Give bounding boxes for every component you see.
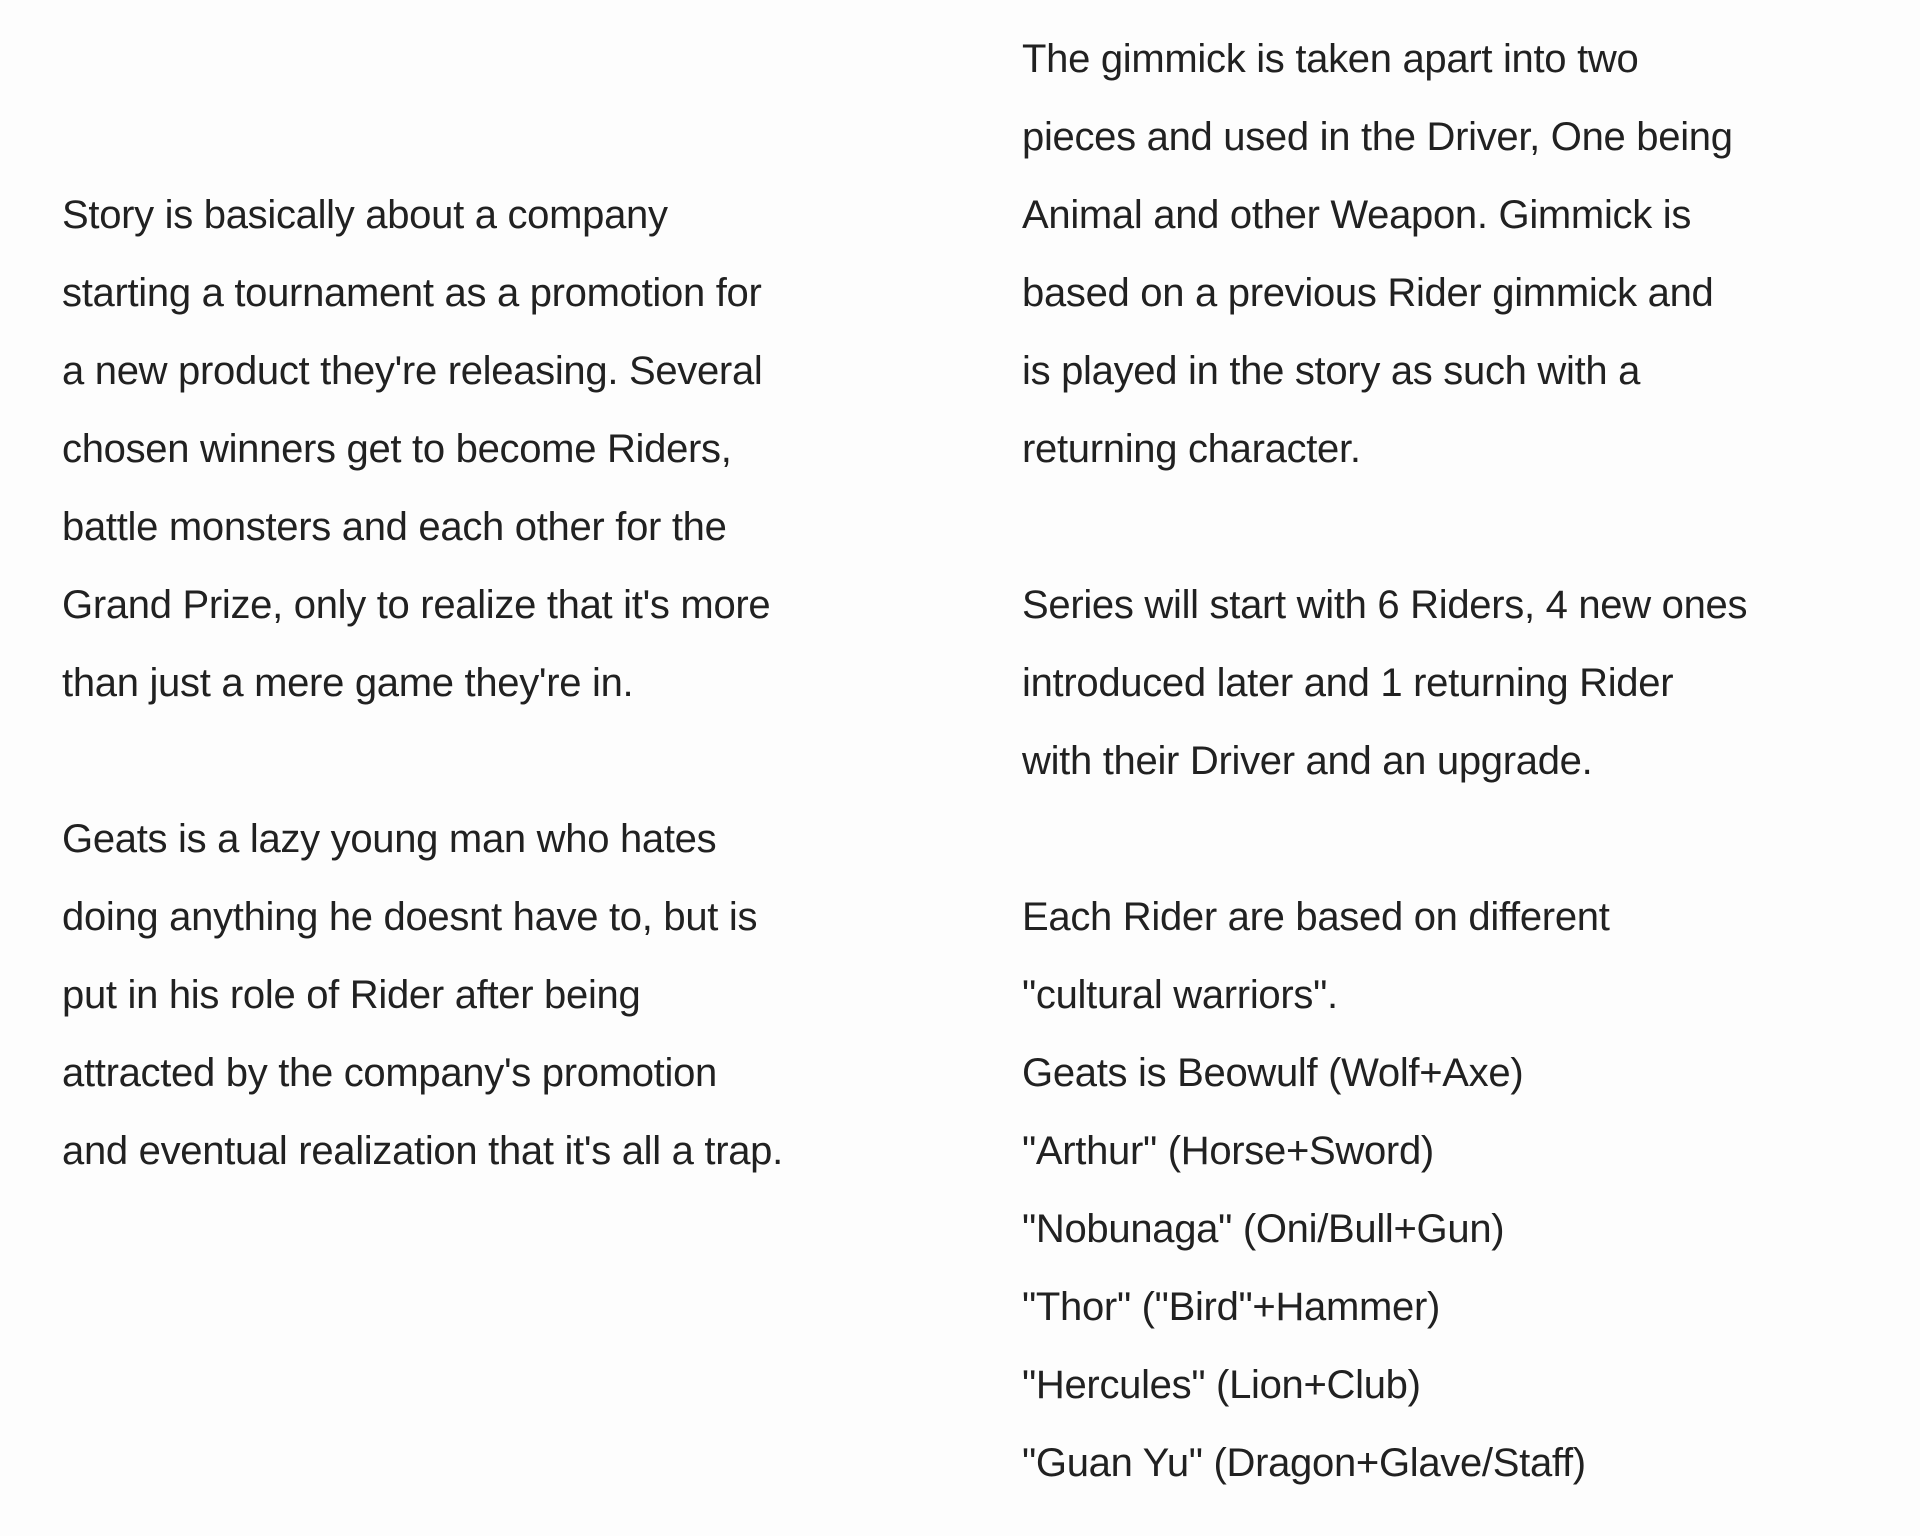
right-column bbox=[1022, 20, 1912, 1502]
text-line: pieces and used in the Driver, One being bbox=[1022, 115, 1733, 159]
paragraph-gimmick bbox=[1022, 20, 1912, 488]
text-line: a new product they're releasing. Several bbox=[62, 349, 763, 393]
text-line: battle monsters and each other for the bbox=[62, 505, 727, 549]
rider-list-item: "Thor" ("Bird"+Hammer) bbox=[1022, 1285, 1441, 1329]
text-line: than just a mere game they're in. bbox=[62, 661, 634, 705]
text-line: Animal and other Weapon. Gimmick is bbox=[1022, 193, 1692, 237]
text-line: doing anything he doesnt have to, but is bbox=[62, 895, 758, 939]
text-line: introduced later and 1 returning Rider bbox=[1022, 661, 1674, 705]
rider-list-item: "Guan Yu" (Dragon+Glave/Staff) bbox=[1022, 1441, 1586, 1485]
text-line: starting a tournament as a promotion for bbox=[62, 271, 762, 315]
text-line: Series will start with 6 Riders, 4 new ones bbox=[1022, 583, 1748, 627]
text-line: is played in the story as such with a bbox=[1022, 349, 1641, 393]
text-line: based on a previous Rider gimmick and bbox=[1022, 271, 1714, 315]
rider-list-item: Geats is Beowulf (Wolf+Axe) bbox=[1022, 1051, 1524, 1095]
text-line: returning character. bbox=[1022, 427, 1361, 471]
paragraph-rider-motifs bbox=[1022, 878, 1912, 1502]
paragraph-riders-count bbox=[1022, 566, 1912, 800]
rider-list-item: "Arthur" (Horse+Sword) bbox=[1022, 1129, 1434, 1173]
text-line: Each Rider are based on different bbox=[1022, 895, 1610, 939]
paragraph-geats-character bbox=[62, 800, 1012, 1190]
text-line: chosen winners get to become Riders, bbox=[62, 427, 732, 471]
text-line: Grand Prize, only to realize that it's more bbox=[62, 583, 771, 627]
text-line: attracted by the company's promotion bbox=[62, 1051, 717, 1095]
text-line: Geats is a lazy young man who hates bbox=[62, 817, 717, 861]
text-line: The gimmick is taken apart into two bbox=[1022, 37, 1639, 81]
paragraph-story bbox=[62, 176, 1012, 722]
text-line: and eventual realization that it's all a trap. bbox=[62, 1129, 783, 1173]
text-line: put in his role of Rider after being bbox=[62, 973, 641, 1017]
rider-list-item: "Hercules" (Lion+Club) bbox=[1022, 1363, 1421, 1407]
text-line: with their Driver and an upgrade. bbox=[1022, 739, 1593, 783]
left-column bbox=[62, 176, 1012, 1190]
text-line: Story is basically about a company bbox=[62, 193, 668, 237]
rider-list-item: "Nobunaga" (Oni/Bull+Gun) bbox=[1022, 1207, 1505, 1251]
text-line: "cultural warriors". bbox=[1022, 973, 1338, 1017]
